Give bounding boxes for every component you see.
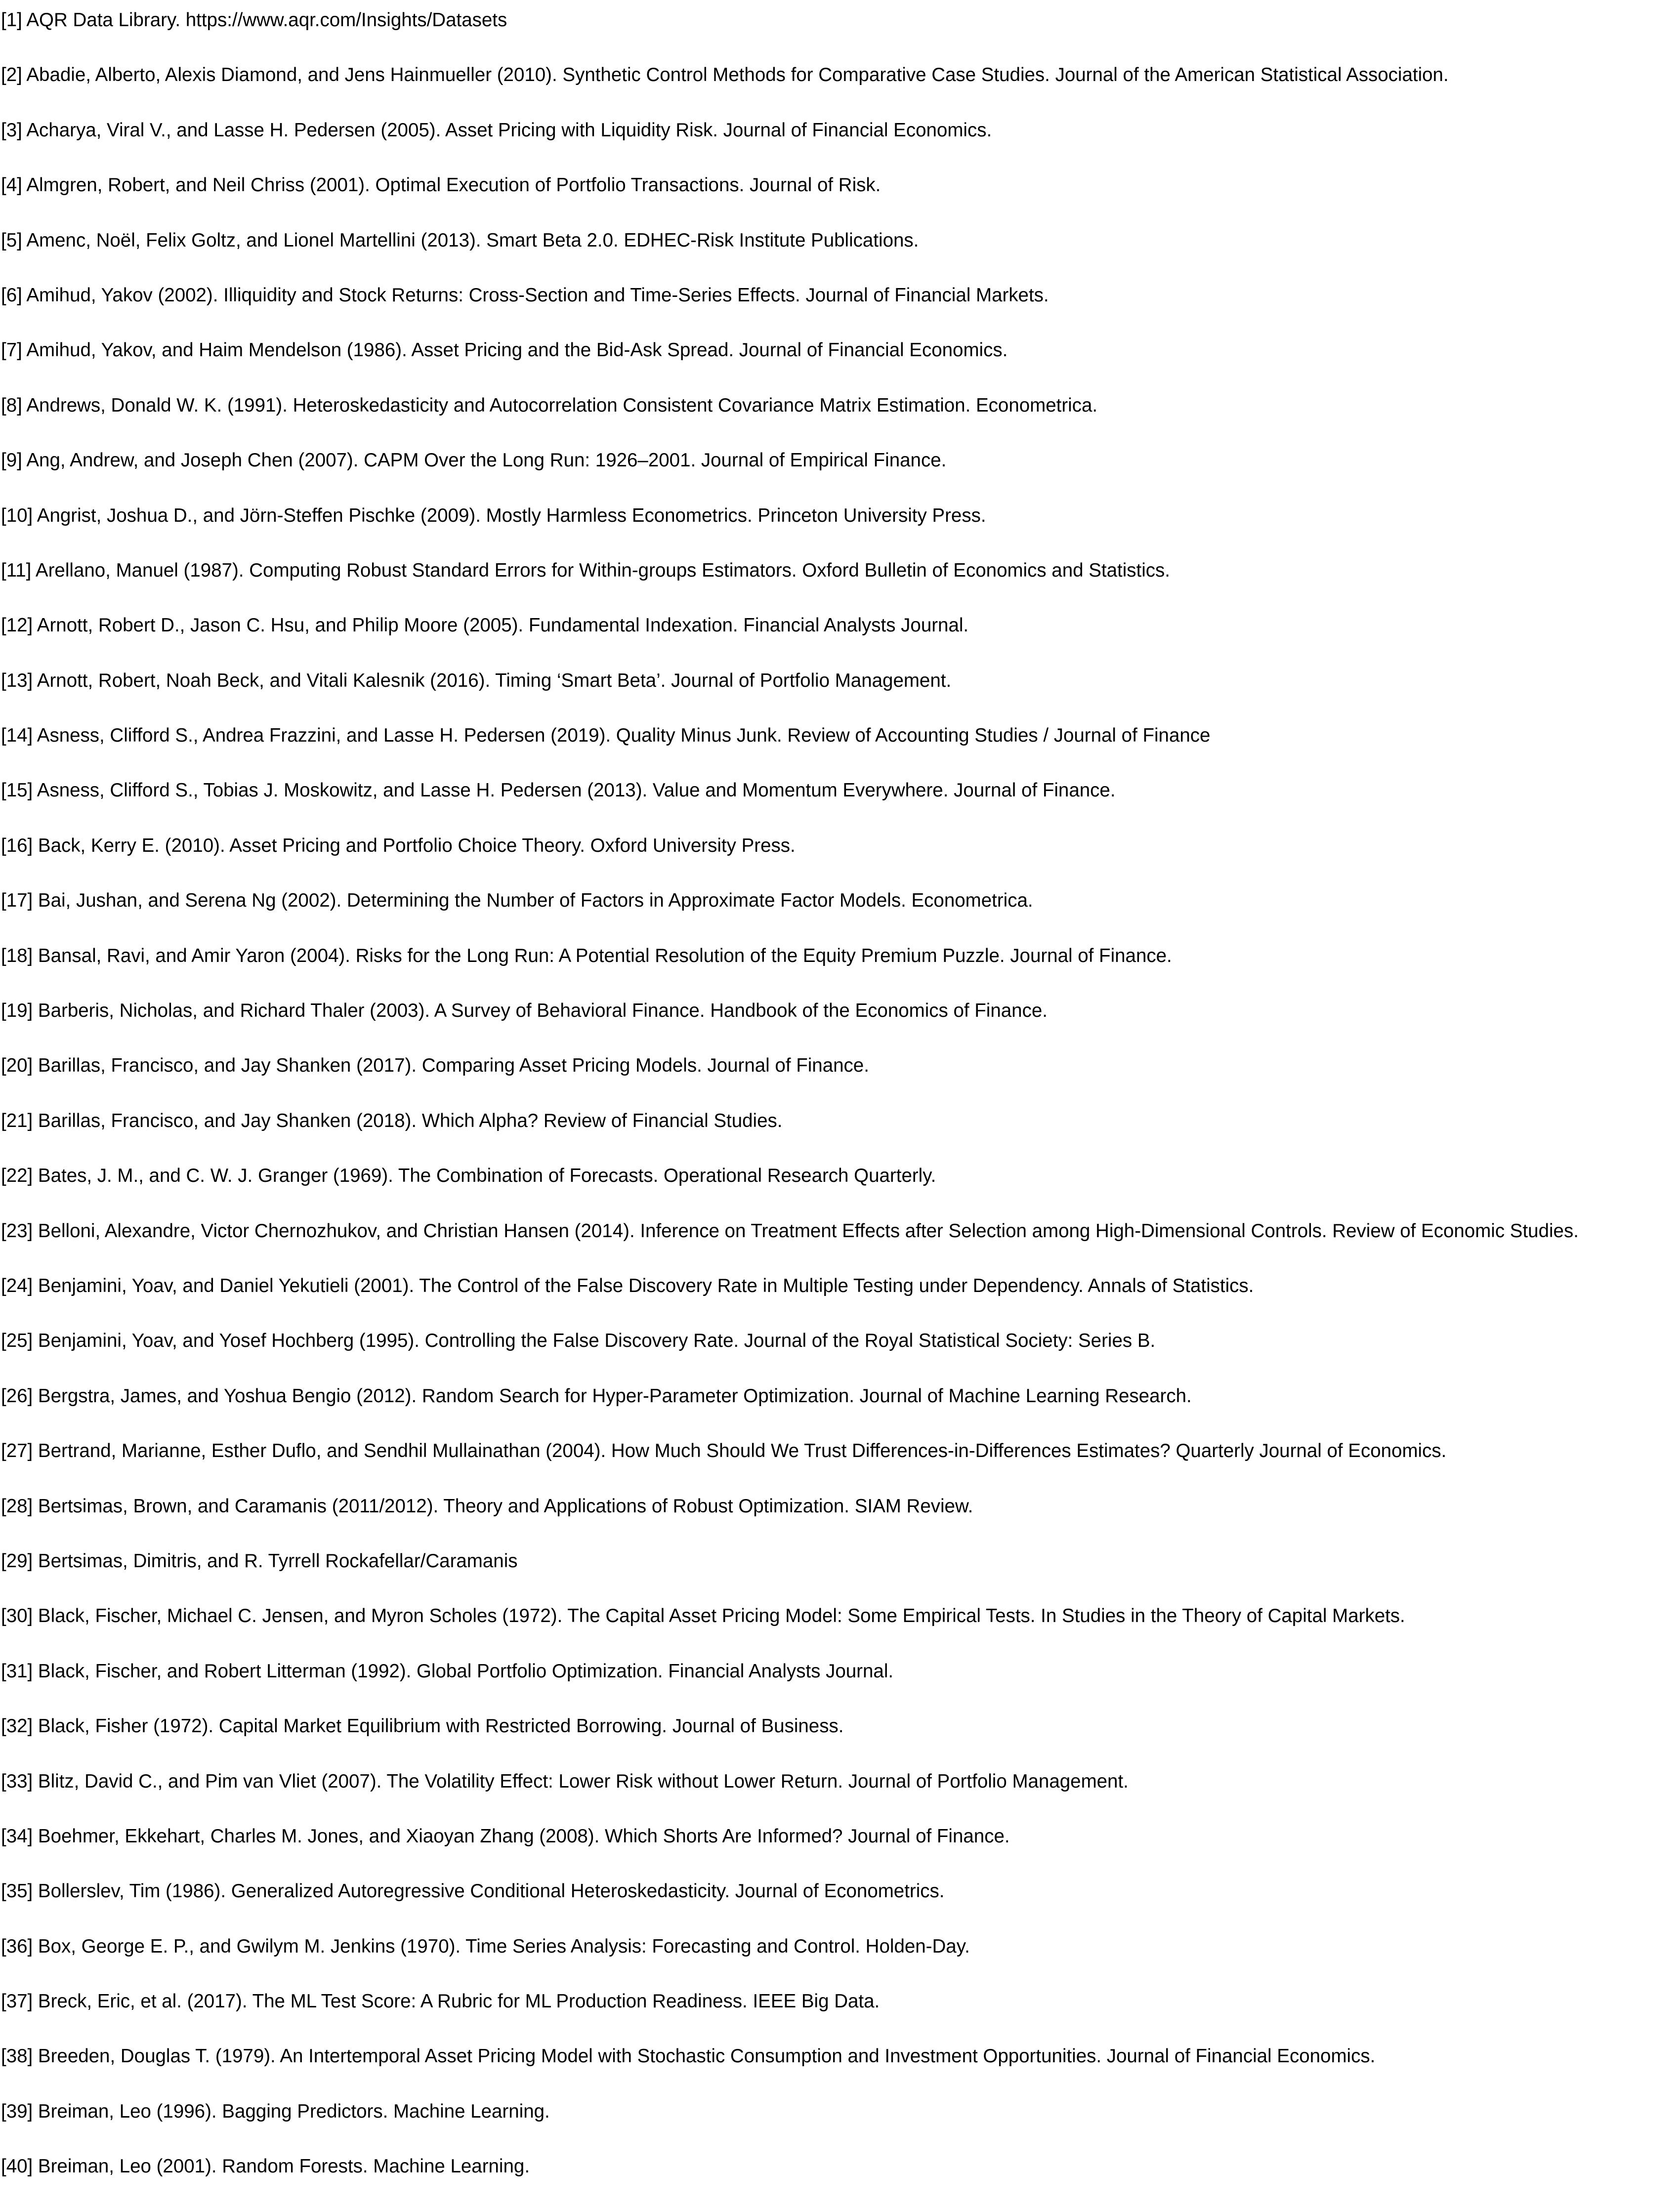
reference-item-39: [39] Breiman, Leo (1996). Bagging Predictors. Machine Learning. xyxy=(1,2100,550,2122)
reference-item-17: [17] Bai, Jushan, and Serena Ng (2002). Determining the Number of Factors in Approximate Factor Models. Econometrica. xyxy=(1,890,1033,912)
reference-item-6: [6] Amihud, Yakov (2002). Illiquidity and Stock Returns: Cross-Section and Time-Series Effects. Journal of Financial Markets. xyxy=(1,284,1049,306)
reference-item-2: [2] Abadie, Alberto, Alexis Diamond, and Jens Hainmueller (2010). Synthetic Control Methods for Comparative Case Studies. Journal of the American Statistical Association. xyxy=(1,64,1449,86)
reference-item-1: [1] AQR Data Library. https://www.aqr.com/Insights/Datasets xyxy=(1,9,507,31)
reference-item-28: [28] Bertsimas, Brown, and Caramanis (2011/2012). Theory and Applications of Robust Optimization. SIAM Review. xyxy=(1,1495,973,1517)
reference-item-11: [11] Arellano, Manuel (1987). Computing Robust Standard Errors for Within-groups Estimators. Oxford Bulletin of Economics and Statistics. xyxy=(1,559,1170,581)
reference-item-35: [35] Bollerslev, Tim (1986). Generalized Autoregressive Conditional Heteroskedasticity. Journal of Econometrics. xyxy=(1,1880,945,1902)
reference-item-14: [14] Asness, Clifford S., Andrea Frazzini, and Lasse H. Pedersen (2019). Quality Minus Junk. Review of Accounting Studies / Journal of Finance xyxy=(1,725,1211,747)
reference-item-31: [31] Black, Fischer, and Robert Litterman (1992). Global Portfolio Optimization. Financial Analysts Journal. xyxy=(1,1660,894,1682)
reference-item-19: [19] Barberis, Nicholas, and Richard Thaler (2003). A Survey of Behavioral Finance. Handbook of the Economics of Finance. xyxy=(1,1000,1048,1022)
reference-item-18: [18] Bansal, Ravi, and Amir Yaron (2004). Risks for the Long Run: A Potential Resolution of the Equity Premium Puzzle. Journal of Finance. xyxy=(1,945,1172,966)
reference-item-15: [15] Asness, Clifford S., Tobias J. Moskowitz, and Lasse H. Pedersen (2013). Value and Momentum Everywhere. Journal of Finance. xyxy=(1,780,1116,801)
reference-item-4: [4] Almgren, Robert, and Neil Chriss (2001). Optimal Execution of Portfolio Transactions. Journal of Risk. xyxy=(1,174,881,196)
reference-item-38: [38] Breeden, Douglas T. (1979). An Intertemporal Asset Pricing Model with Stochastic Consumption and Investment Opportunities. Journal of Financial Economics. xyxy=(1,2045,1376,2067)
reference-item-36: [36] Box, George E. P., and Gwilym M. Jenkins (1970). Time Series Analysis: Forecasting and Control. Holden-Day. xyxy=(1,1935,970,1957)
reference-item-26: [26] Bergstra, James, and Yoshua Bengio (2012). Random Search for Hyper-Parameter Optimization. Journal of Machine Learning Research. xyxy=(1,1385,1192,1407)
reference-item-5: [5] Amenc, Noël, Felix Goltz, and Lionel Martellini (2013). Smart Beta 2.0. EDHEC-Risk Institute Publications. xyxy=(1,229,919,251)
reference-item-22: [22] Bates, J. M., and C. W. J. Granger (1969). The Combination of Forecasts. Operational Research Quarterly. xyxy=(1,1165,936,1187)
reference-item-9: [9] Ang, Andrew, and Joseph Chen (2007). CAPM Over the Long Run: 1926–2001. Journal of Empirical Finance. xyxy=(1,450,947,471)
reference-item-10: [10] Angrist, Joshua D., and Jörn-Steffen Pischke (2009). Mostly Harmless Econometrics. Princeton University Press. xyxy=(1,504,986,526)
reference-item-33: [33] Blitz, David C., and Pim van Vliet (2007). The Volatility Effect: Lower Risk without Lower Return. Journal of Portfolio Management. xyxy=(1,1770,1129,1792)
reference-item-29: [29] Bertsimas, Dimitris, and R. Tyrrell Rockafellar/Caramanis xyxy=(1,1550,518,1572)
reference-item-30: [30] Black, Fischer, Michael C. Jensen, and Myron Scholes (1972). The Capital Asset Pricing Model: Some Empirical Tests. In Studies in the Theory of Capital Markets. xyxy=(1,1605,1405,1627)
reference-item-24: [24] Benjamini, Yoav, and Daniel Yekutieli (2001). The Control of the False Discovery Rate in Multiple Testing under Dependency. Annals of Statistics. xyxy=(1,1275,1254,1296)
reference-item-23: [23] Belloni, Alexandre, Victor Chernozhukov, and Christian Hansen (2014). Inference on Treatment Effects after Selection among High-Dimensional Controls. Review of Economic Studies. xyxy=(1,1220,1579,1242)
reference-item-37: [37] Breck, Eric, et al. (2017). The ML Test Score: A Rubric for ML Production Readiness. IEEE Big Data. xyxy=(1,1991,880,2012)
reference-item-32: [32] Black, Fisher (1972). Capital Market Equilibrium with Restricted Borrowing. Journal of Business. xyxy=(1,1715,844,1737)
reference-item-21: [21] Barillas, Francisco, and Jay Shanken (2018). Which Alpha? Review of Financial Studies. xyxy=(1,1110,783,1131)
reference-list xyxy=(1,7,1676,2209)
reference-item-13: [13] Arnott, Robert, Noah Beck, and Vitali Kalesnik (2016). Timing ‘Smart Beta’. Journal of Portfolio Management. xyxy=(1,669,952,691)
reference-item-7: [7] Amihud, Yakov, and Haim Mendelson (1986). Asset Pricing and the Bid-Ask Spread. Journal of Financial Economics. xyxy=(1,339,1008,361)
reference-item-3: [3] Acharya, Viral V., and Lasse H. Pedersen (2005). Asset Pricing with Liquidity Risk. Journal of Financial Economics. xyxy=(1,119,992,141)
reference-item-20: [20] Barillas, Francisco, and Jay Shanken (2017). Comparing Asset Pricing Models. Journal of Finance. xyxy=(1,1055,869,1077)
reference-item-16: [16] Back, Kerry E. (2010). Asset Pricing and Portfolio Choice Theory. Oxford University Press. xyxy=(1,834,796,856)
reference-item-8: [8] Andrews, Donald W. K. (1991). Heteroskedasticity and Autocorrelation Consistent Covariance Matrix Estimation. Econometrica. xyxy=(1,394,1098,416)
reference-item-12: [12] Arnott, Robert D., Jason C. Hsu, and Philip Moore (2005). Fundamental Indexation. Financial Analysts Journal. xyxy=(1,615,969,636)
reference-item-34: [34] Boehmer, Ekkehart, Charles M. Jones, and Xiaoyan Zhang (2008). Which Shorts Are Informed? Journal of Finance. xyxy=(1,1825,1010,1847)
reference-item-40: [40] Breiman, Leo (2001). Random Forests. Machine Learning. xyxy=(1,2156,530,2177)
reference-item-27: [27] Bertrand, Marianne, Esther Duflo, and Sendhil Mullainathan (2004). How Much Should We Trust Differences-in-Differences Estimates? Quarterly Journal of Economics. xyxy=(1,1440,1447,1462)
reference-item-25: [25] Benjamini, Yoav, and Yosef Hochberg (1995). Controlling the False Discovery Rate. Journal of the Royal Statistical Society: Series B. xyxy=(1,1330,1156,1352)
